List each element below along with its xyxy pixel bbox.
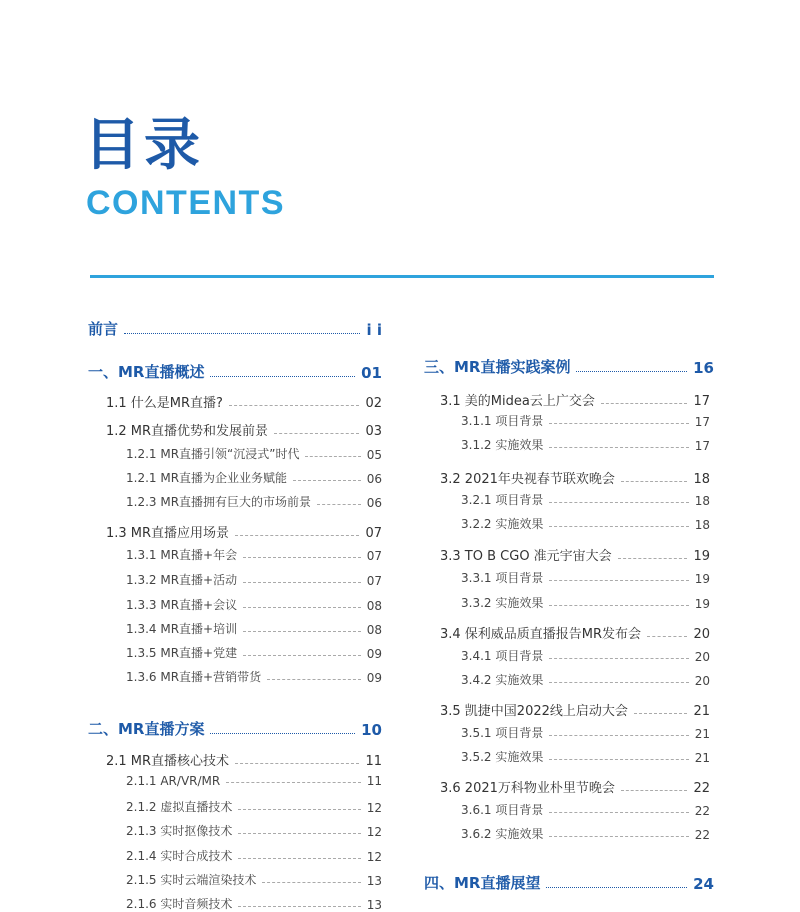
toc-entry-label: 3.5.2 实施效果	[461, 750, 544, 764]
dot-leader	[549, 447, 688, 448]
toc-entry[interactable]	[461, 594, 710, 611]
dot-leader	[267, 679, 361, 680]
dot-leader	[618, 558, 688, 559]
dot-leader	[549, 812, 688, 813]
toc-entry-page-number: 13	[366, 874, 382, 888]
dot-leader	[243, 557, 361, 558]
toc-entry[interactable]	[88, 718, 382, 739]
toc-entry[interactable]	[106, 392, 382, 411]
dot-leader	[549, 658, 688, 659]
dot-leader	[235, 535, 359, 536]
toc-entry[interactable]	[126, 571, 382, 588]
toc-entry-label: 2.1 MR直播核心技术	[106, 754, 230, 769]
toc-entry[interactable]	[126, 847, 382, 864]
toc-title-english: CONTENTS	[86, 184, 285, 222]
toc-entry-page-number: 19	[694, 597, 710, 611]
toc-entry[interactable]	[440, 700, 710, 719]
toc-entry[interactable]	[126, 596, 382, 613]
toc-entry-label: 四、MR直播展望	[424, 874, 541, 892]
toc-entry[interactable]	[106, 420, 382, 439]
toc-entry[interactable]	[440, 545, 710, 564]
toc-title-chinese: 目录	[84, 113, 204, 178]
dot-leader	[210, 376, 355, 377]
toc-entry[interactable]	[461, 569, 710, 586]
toc-entry-page-number: 18	[694, 518, 710, 532]
toc-entry-label: 2.1.2 虚拟直播技术	[126, 800, 233, 814]
toc-entry[interactable]	[126, 469, 382, 486]
dot-leader	[238, 809, 360, 810]
dot-leader	[576, 371, 687, 372]
toc-entry-label: 3.6.2 实施效果	[461, 827, 544, 841]
toc-entry-page-number: 18	[694, 494, 710, 508]
dot-leader	[210, 733, 355, 734]
toc-entry-page-number: 17	[693, 394, 710, 409]
header-divider	[90, 275, 714, 278]
dot-leader	[274, 433, 359, 434]
toc-entry-page-number: 08	[366, 623, 382, 637]
toc-entry-page-number: 01	[361, 364, 382, 382]
dot-leader	[238, 833, 360, 834]
toc-entry[interactable]	[461, 801, 710, 818]
toc-entry-page-number: 20	[694, 674, 710, 688]
toc-entry[interactable]	[126, 620, 382, 637]
dot-leader	[124, 333, 360, 334]
toc-entry-label: 1.2.1 MR直播引领“沉浸式”时代	[126, 447, 300, 461]
dot-leader	[621, 481, 688, 482]
toc-entry[interactable]	[440, 390, 710, 409]
dot-leader	[549, 836, 688, 837]
toc-entry-label: 1.1 什么是MR直播?	[106, 396, 223, 411]
toc-entry-page-number: 21	[693, 704, 710, 719]
dot-leader	[549, 580, 688, 581]
toc-entry[interactable]	[424, 356, 714, 377]
toc-entry-label: 1.2.3 MR直播拥有巨大的市场前景	[126, 495, 312, 509]
toc-entry-page-number: 22	[694, 828, 710, 842]
toc-entry[interactable]	[461, 724, 710, 741]
toc-entry[interactable]	[461, 671, 710, 688]
dot-leader	[238, 858, 360, 859]
toc-entry-page-number: 12	[366, 801, 382, 815]
toc-entry-page-number: 20	[693, 627, 710, 642]
toc-entry-label: 1.3.1 MR直播+年会	[126, 548, 238, 562]
toc-entry-page-number: 22	[694, 804, 710, 818]
toc-entry-page-number: 10	[361, 721, 382, 739]
toc-entry-page-number: 05	[366, 448, 382, 462]
toc-entry-label: 2.1.3 实时抠像技术	[126, 824, 233, 838]
toc-entry-page-number: 07	[366, 574, 382, 588]
toc-entry[interactable]	[461, 647, 710, 664]
toc-entry-label: 3.5 凯捷中国2022线上启动大会	[440, 704, 628, 719]
dot-leader	[601, 403, 688, 404]
toc-entry-page-number: 19	[693, 549, 710, 564]
toc-entry-page-number: 13	[366, 898, 382, 912]
dot-leader	[243, 631, 361, 632]
toc-entry-label: 3.2 2021年央视春节联欢晚会	[440, 472, 615, 487]
toc-entry-page-number: 21	[694, 727, 710, 741]
toc-entry-label: 3.3.2 实施效果	[461, 596, 544, 610]
toc-entry-page-number: 20	[694, 650, 710, 664]
toc-entry-page-number: 09	[366, 671, 382, 685]
dot-leader	[238, 906, 360, 907]
toc-entry[interactable]	[440, 777, 710, 796]
toc-entry[interactable]	[126, 546, 382, 563]
toc-entry-label: 1.2.1 MR直播为企业业务赋能	[126, 471, 288, 485]
toc-entry-label: 3.1.1 项目背景	[461, 414, 544, 428]
dot-leader	[549, 526, 688, 527]
toc-entry[interactable]	[461, 825, 710, 842]
toc-entry[interactable]	[461, 436, 710, 453]
toc-entry-page-number: 06	[366, 496, 382, 510]
toc-entry[interactable]	[88, 361, 382, 382]
toc-entry-label: 三、MR直播实践案例	[424, 358, 571, 376]
toc-entry-page-number: 08	[366, 599, 382, 613]
toc-entry-label: 2.1.6 实时音频技术	[126, 897, 233, 911]
toc-entry-label: 3.2.1 项目背景	[461, 493, 544, 507]
toc-entry-page-number: 12	[366, 825, 382, 839]
dot-leader	[549, 502, 688, 503]
toc-entry-page-number: 17	[694, 415, 710, 429]
toc-entry-page-number: 18	[693, 472, 710, 487]
toc-entry[interactable]	[461, 491, 710, 508]
toc-entry-label: 3.3 TO B CGO 准元宇宙大会	[440, 549, 612, 564]
toc-entry-page-number: 19	[694, 572, 710, 586]
toc-entry[interactable]	[126, 644, 382, 661]
toc-entry-label: 3.3.1 项目背景	[461, 571, 544, 585]
toc-entry-label: 3.1 美的Midea云上广交会	[440, 394, 595, 409]
toc-entry-label: 3.4.2 实施效果	[461, 673, 544, 687]
dot-leader	[262, 882, 360, 883]
dot-leader	[317, 504, 361, 505]
toc-entry-page-number: 17	[694, 439, 710, 453]
toc-entry[interactable]	[126, 493, 382, 510]
toc-entry[interactable]	[461, 748, 710, 765]
toc-entry-label: 1.3.6 MR直播+营销带货	[126, 670, 262, 684]
dot-leader	[305, 456, 360, 457]
dot-leader	[549, 605, 688, 606]
dot-leader	[549, 423, 688, 424]
dot-leader	[549, 759, 688, 760]
toc-entry[interactable]	[106, 750, 382, 769]
toc-entry-label: 2.1.1 AR/VR/MR	[126, 774, 221, 788]
dot-leader	[229, 405, 359, 406]
toc-entry-label: 3.6.1 项目背景	[461, 803, 544, 817]
toc-entry[interactable]	[106, 522, 382, 541]
dot-leader	[621, 790, 688, 791]
toc-entry[interactable]	[126, 822, 382, 839]
toc-entry-page-number: 12	[366, 850, 382, 864]
toc-entry[interactable]	[126, 774, 382, 788]
toc-entry[interactable]	[126, 798, 382, 815]
toc-entry[interactable]	[126, 895, 382, 912]
toc-entry-page-number: 02	[365, 396, 382, 411]
dot-leader	[243, 607, 361, 608]
dot-leader	[634, 713, 688, 714]
toc-entry[interactable]	[126, 445, 382, 462]
dot-leader	[546, 887, 687, 888]
toc-entry-page-number: 24	[693, 875, 714, 893]
toc-entry[interactable]	[88, 318, 382, 339]
toc-entry-page-number: 11	[366, 774, 382, 788]
toc-entry-label: 前言	[88, 320, 119, 338]
dot-leader	[293, 480, 361, 481]
toc-entry-page-number: 22	[693, 781, 710, 796]
toc-entry-page-number: 11	[365, 754, 382, 769]
dot-leader	[549, 682, 688, 683]
toc-entry-label: 一、MR直播概述	[88, 363, 205, 381]
toc-entry-page-number: 06	[366, 472, 382, 486]
dot-leader	[243, 655, 361, 656]
toc-entry-label: 1.3.2 MR直播+活动	[126, 573, 238, 587]
toc-entry[interactable]	[461, 412, 710, 429]
toc-entry-label: 3.1.2 实施效果	[461, 438, 544, 452]
toc-entry-label: 1.2 MR直播优势和发展前景	[106, 424, 269, 439]
toc-entry-label: 1.3.3 MR直播+会议	[126, 598, 238, 612]
toc-entry-label: 1.3.4 MR直播+培训	[126, 622, 238, 636]
toc-entry-label: 3.6 2021万科物业朴里节晚会	[440, 781, 615, 796]
dot-leader	[235, 763, 359, 764]
toc-entry[interactable]	[126, 871, 382, 888]
toc-entry[interactable]	[440, 468, 710, 487]
toc-entry-page-number: 21	[694, 751, 710, 765]
toc-entry-page-number: 03	[365, 424, 382, 439]
toc-entry-label: 二、MR直播方案	[88, 720, 205, 738]
dot-leader	[226, 782, 361, 783]
toc-entry-label: 3.2.2 实施效果	[461, 517, 544, 531]
toc-entry[interactable]	[440, 623, 710, 642]
toc-entry-page-number: 07	[366, 549, 382, 563]
toc-entry-page-number: 16	[693, 359, 714, 377]
dot-leader	[243, 582, 361, 583]
toc-entry[interactable]	[461, 515, 710, 532]
dot-leader	[647, 636, 687, 637]
toc-entry-label: 2.1.5 实时云端渲染技术	[126, 873, 257, 887]
toc-entry-label: 1.3 MR直播应用场景	[106, 526, 230, 541]
toc-entry-label: 3.5.1 项目背景	[461, 726, 544, 740]
toc-entry-label: 1.3.5 MR直播+党建	[126, 646, 238, 660]
toc-entry[interactable]	[126, 668, 382, 685]
toc-entry-label: 2.1.4 实时合成技术	[126, 849, 233, 863]
toc-entry-page-number: 09	[366, 647, 382, 661]
toc-entry-page-number: i i	[366, 321, 382, 339]
toc-entry-label: 3.4.1 项目背景	[461, 649, 544, 663]
toc-entry-label: 3.4 保利威品质直播报告MR发布会	[440, 627, 642, 642]
dot-leader	[549, 735, 688, 736]
toc-entry-page-number: 07	[365, 526, 382, 541]
toc-entry[interactable]	[424, 872, 714, 893]
